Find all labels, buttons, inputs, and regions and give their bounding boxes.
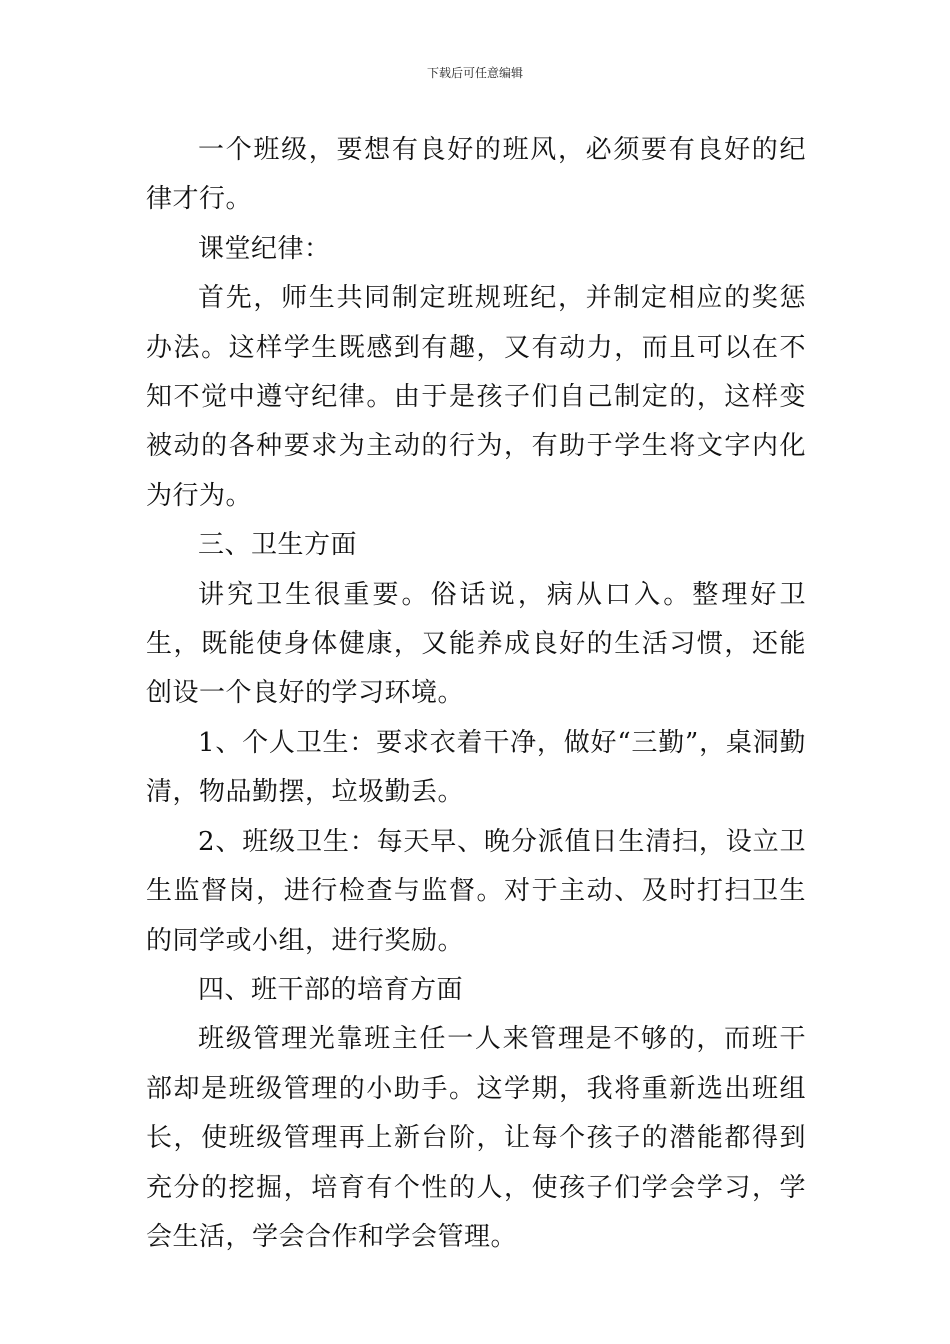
paragraph-class-rules: 首先，师生共同制定班规班纪，并制定相应的奖惩办法。这样学生既感到有趣，又有动力，而且可以在不知不觉中遵守纪律。由于是孩子们自己制定的，这样变被动的各种要求为主动的行为，有助于学生将文字内化为行为。: [146, 283, 806, 511]
heading-hygiene: 三、卫生方面: [198, 530, 358, 561]
paragraph-class-hygiene: 2、班级卫生：每天早、晚分派值日生清扫，设立卫生监督岗，进行检查与监督。对于主动、及时打扫卫生的同学或小组，进行奖励。: [146, 826, 806, 956]
page-header: 下载后可任意编辑: [426, 66, 523, 80]
paragraph-hygiene-importance: 讲究卫生很重要。俗话说，病从口入。整理好卫生，既能使身体健康，又能养成良好的生活习惯，还能创设一个良好的学习环境。: [146, 579, 806, 709]
heading-classroom-discipline: 课堂纪律：: [198, 233, 331, 264]
heading-class-cadre: 四、班干部的培育方面: [198, 974, 464, 1005]
paragraph-class-cadre: 班级管理光靠班主任一人来管理是不够的，而班干部却是班级管理的小助手。这学期，我将重新选出班组长，使班级管理再上新台阶，让每个孩子的潜能都得到充分的挖掘，培育有个性的人，使孩子们学会学习，学会生活，学会合作和学会管理。: [146, 1024, 806, 1252]
paragraph-personal-hygiene: 1、个人卫生：要求衣着干净，做好“三勤”，桌洞勤清，物品勤摆，垃圾勤丢。: [146, 727, 806, 808]
paragraph-class-discipline-intro: 一个班级，要想有良好的班风，必须要有良好的纪律才行。: [146, 135, 806, 215]
document-body: [146, 126, 806, 1262]
